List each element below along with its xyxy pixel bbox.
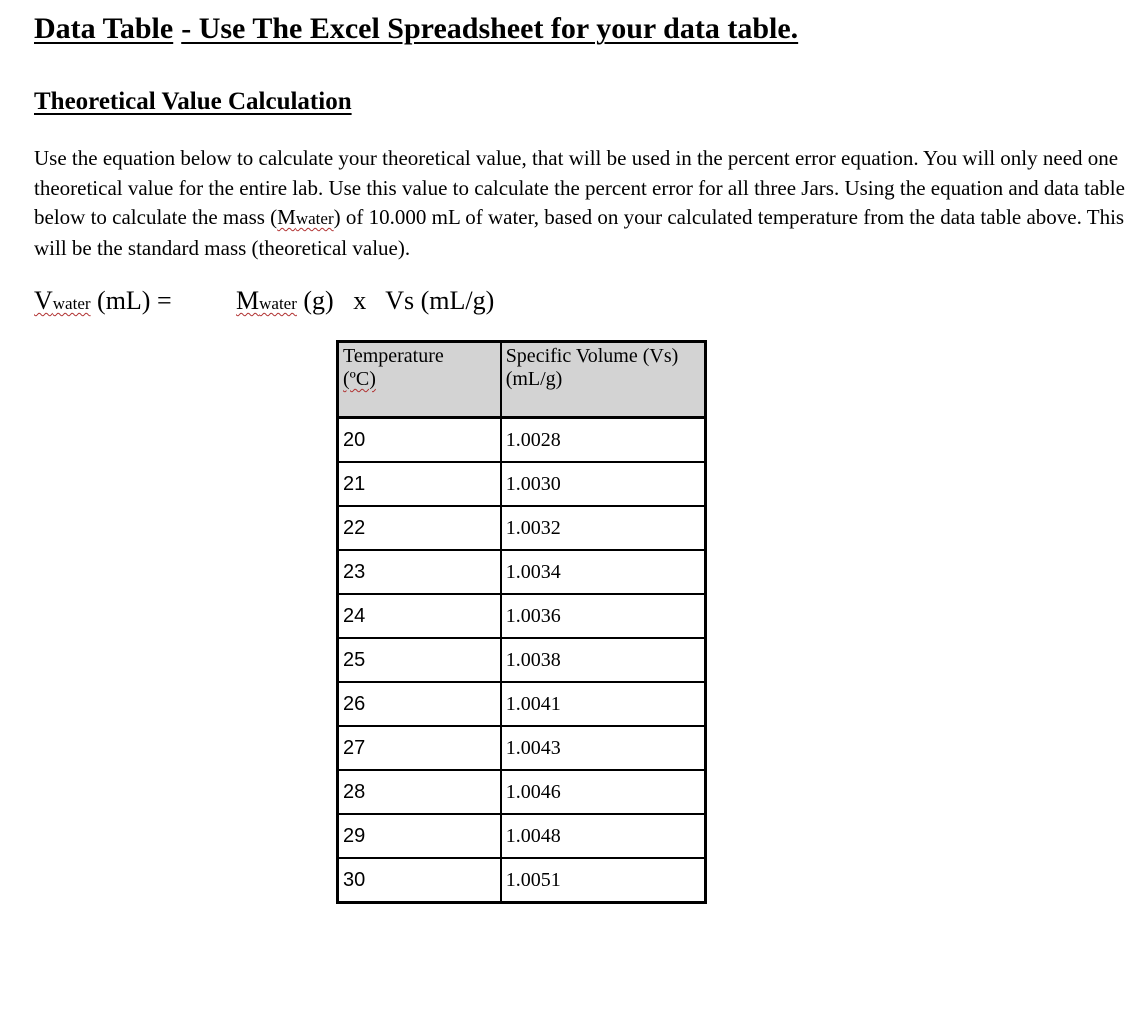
table-row xyxy=(338,726,706,770)
specific-volume-table xyxy=(336,340,707,904)
table-row xyxy=(338,682,706,726)
mass-symbol xyxy=(277,205,333,229)
temperature-cell: 22 xyxy=(338,506,501,550)
table-row xyxy=(338,418,706,463)
volume-symbol-sub: water xyxy=(52,294,91,313)
specific-volume-cell: 1.0048 xyxy=(501,814,706,858)
section-heading: Theoretical Value Calculation xyxy=(34,88,352,115)
specific-volume-header xyxy=(501,342,706,418)
temperature-cell: 23 xyxy=(338,550,501,594)
temperature-header-line1: Temperature xyxy=(343,345,444,367)
specific-volume-cell: 1.0046 xyxy=(501,770,706,814)
mass-symbol-sub: water xyxy=(295,209,334,228)
temperature-cell: 30 xyxy=(338,858,501,903)
temperature-header xyxy=(338,342,501,418)
temperature-cell: 25 xyxy=(338,638,501,682)
volume-symbol xyxy=(34,286,91,315)
specific-volume-cell: 1.0038 xyxy=(501,638,706,682)
volume-symbol-main: V xyxy=(34,286,53,315)
specific-volume-cell: 1.0043 xyxy=(501,726,706,770)
instructions-paragraph xyxy=(34,144,1144,263)
specific-volume-cell: 1.0051 xyxy=(505,868,561,891)
title-part-2: - Use The Excel Spreadsheet for your data table. xyxy=(181,12,799,45)
temperature-cell: 27 xyxy=(338,726,501,770)
equation-rhs-text: (g) x Vs (mL/g) xyxy=(296,286,495,315)
table-row xyxy=(338,594,706,638)
table-header-row xyxy=(338,342,706,418)
table-row xyxy=(338,770,706,814)
table-row xyxy=(338,462,706,506)
temperature-cell: 26 xyxy=(338,682,501,726)
temperature-cell: 28 xyxy=(338,770,501,814)
temperature-cell: 24 xyxy=(338,594,501,638)
instructions-text-end: ) of 10.000 mL of water, based on your calculated temperature from the data table above. This will be the standard mass (theoretical value). xyxy=(34,205,1125,260)
specific-volume-cell: 1.0034 xyxy=(501,550,706,594)
temperature-cell: 21 xyxy=(338,462,501,506)
table-row xyxy=(338,506,706,550)
specific-volume-header-line2: (mL/g) xyxy=(505,368,563,390)
table-row xyxy=(338,550,706,594)
page-title xyxy=(34,12,798,46)
specific-volume-cell: 1.0028 xyxy=(501,418,706,463)
table-row xyxy=(338,858,706,903)
mass-eq-main: M xyxy=(236,286,260,315)
specific-volume-cell: 1.0030 xyxy=(501,462,706,506)
specific-volume-header-line1: Specific Volume (Vs) xyxy=(505,345,679,367)
specific-volume-cell: 1.0032 xyxy=(501,506,706,550)
specific-volume-cell: 1.0036 xyxy=(501,594,706,638)
equation-lhs-unit: (mL) = xyxy=(90,286,172,315)
equation-lhs xyxy=(34,286,172,316)
title-part-1: Data Table xyxy=(34,12,174,45)
mass-eq-sub: water xyxy=(259,294,297,313)
table-row xyxy=(338,814,706,858)
temperature-cell: 29 xyxy=(338,814,501,858)
table-row xyxy=(338,638,706,682)
temperature-header-line2: (ºC) xyxy=(343,368,376,390)
equation-rhs xyxy=(236,286,494,316)
specific-volume-cell: 1.0041 xyxy=(501,682,706,726)
temperature-cell: 20 xyxy=(338,418,501,463)
mass-symbol-main: M xyxy=(277,205,296,229)
mass-symbol-eq xyxy=(236,286,297,315)
instructions-text-start: Use the equation below to calculate your theoretical value, that will be used in the percent error equation. You will only need one theoretical value for the entire lab. Use this value to calculate the percent error for all three Jars. Using the equation and data table below to calculate the mass ( xyxy=(34,146,1125,229)
